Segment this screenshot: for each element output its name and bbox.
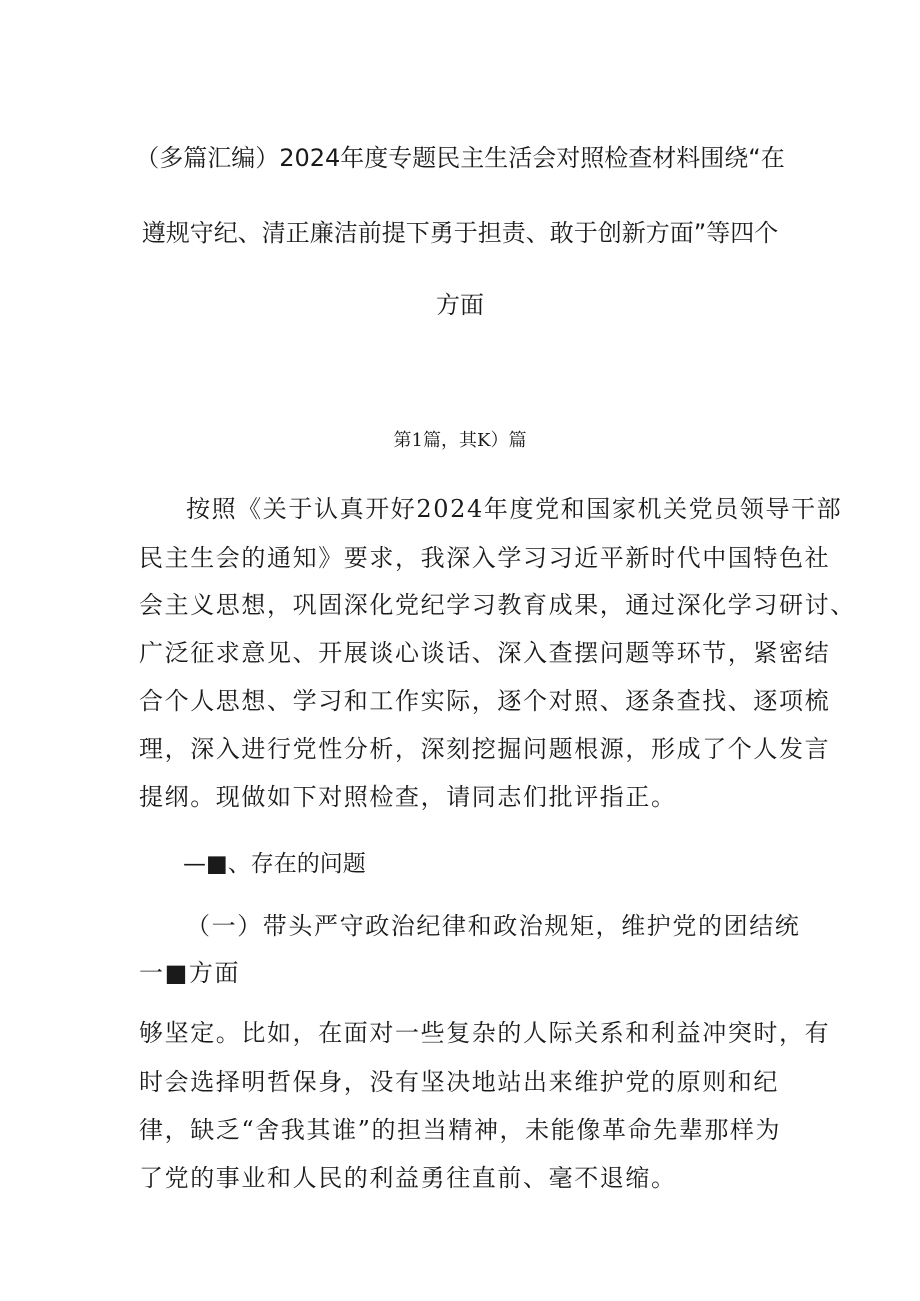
subsection-line-2: 一■方面 <box>139 959 241 987</box>
intro-line-7: 提纲。现做如下对照检查，请同志们批评指正。 <box>139 783 677 811</box>
document-title-line-3: 方面 <box>436 291 484 319</box>
document-subtitle: 第1篇，其K）篇 <box>393 430 527 451</box>
detail-line-3: 律，缺乏“舍我其谁”的担当精神，未能像革命先辈那样为 <box>139 1116 782 1144</box>
intro-line-2: 民主生会的通知》要求，我深入学习习近平新时代中国特色社 <box>139 544 831 572</box>
document-title-line-1: （多篇汇编）2024年度专题民主生活会对照检查材料围绕“在 <box>135 144 785 172</box>
subsection-line-1: （一）带头严守政治纪律和政治规矩，维护党的团结统 <box>186 912 801 940</box>
detail-line-2: 时会选择明哲保身，没有坚决地站出来维护党的原则和纪 <box>139 1068 779 1096</box>
detail-line-1: 够坚定。比如，在面对一些复杂的人际关系和利益冲突时，有 <box>139 1019 831 1047</box>
intro-line-5: 合个人思想、学习和工作实际，逐个对照、逐条查找、逐项梳 <box>139 687 831 715</box>
intro-line-1: 按照《关于认真开好2024年度党和国家机关党员领导干部 <box>186 495 843 523</box>
document-title-line-2: 遵规守纪、清正廉洁前提下勇于担责、敢于创新方面”等四个 <box>141 219 779 247</box>
section-heading: —■、存在的问题 <box>183 851 366 877</box>
intro-line-6: 理，深入进行党性分析，深刻挖掘问题根源，形成了个人发言 <box>139 735 831 763</box>
intro-line-3: 会主义思想，巩固深化党纪学习教育成果，通过深化学习研讨、 <box>139 591 856 619</box>
detail-line-4: 了党的事业和人民的利益勇往直前、毫不退缩。 <box>139 1164 677 1192</box>
intro-line-4: 广泛征求意见、开展谈心谈话、深入查摆问题等环节，紧密结 <box>139 639 831 667</box>
